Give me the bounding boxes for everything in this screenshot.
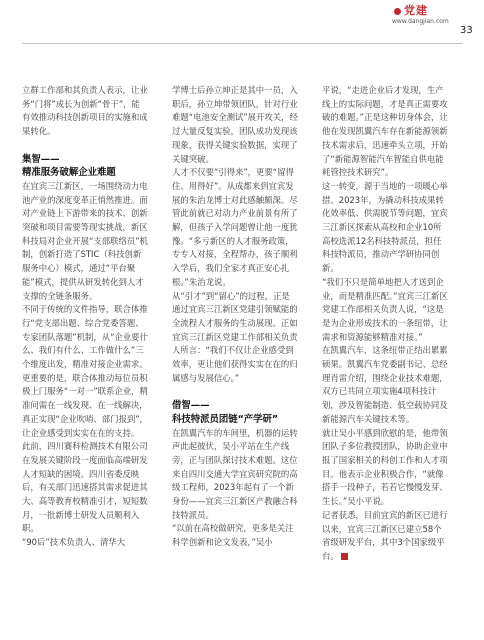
spacer bbox=[22, 139, 148, 153]
paragraph: “以前在高校做研究，更多是关注科学创新和论文发表，”吴小 bbox=[172, 523, 294, 548]
paragraph: 此前，四川赛科检测技术有限公司在发展关键阶段一度面临高端研发人才短缺的困境。四川省委反映后，有关部门迅速搭其需求促进其大、高等教育校精准引才，短短数月，一批新博士研发人员顺利入职。 bbox=[22, 441, 148, 534]
logo-emblem-icon bbox=[394, 8, 401, 15]
section-subheading: 科技特派员团链“产学研” bbox=[172, 413, 279, 425]
article-column-2 bbox=[172, 84, 298, 550]
paragraph: 学博士后孙立坤正是其中一员，入职后，孙立坤带领团队，针对行业难题“电池安全测试”展开攻关，经过大量反复实验，团队成功发现该现象，获得关键实验数据，实现了关键突破。 bbox=[172, 85, 298, 164]
paragraph: 在宜宾三江新区，一场围绕动力电池产业的深度变革正悄然推进。面对产业链上下游带来的技术、创新突破和项目需要等现实挑战，新区科技局对企业开展“支部联络员”机制，创新打造了STIC（科技创新服务中心）模式，通过“平台聚能”模式，提供从研发转化到人才支撑的全链条服务。 bbox=[22, 180, 148, 301]
article-end-mark-icon bbox=[341, 553, 348, 560]
article-column-1 bbox=[22, 84, 148, 550]
paragraph: 这一转变，源于当地的一项暖心举措。2023年，为撬动科技成果转化效率低、供需脱节等问题，宜宾三江新区探索从高校和企业10所高校选派12名科技特派员，担任科技特派员，推动产学研协同创新。 bbox=[322, 180, 448, 274]
paragraph: 平说，“走进企业后才发现，生产线上的实际问题，才是真正需要攻破的难题。”正是这种切身体会，让他在发现凯翼汽车存在新能源领新技术需求后，迅速牵头立项，开始了“新能源智能汽车智能自供电能耗管控技术研究”。 bbox=[322, 85, 448, 178]
header-rule bbox=[22, 43, 462, 44]
paragraph: 从“引才”到“留心”的过程，正是通过宜宾三江新区党建引领赋能的全流程人才服务的生动展现。正如宜宾三江新区党建工作部相关负责人所言：“我们不仅让企业感受到效率，更让他们获得实实在在的归属感与发展信心。” bbox=[172, 290, 298, 383]
paragraph: 不同于传统的文件指导，联合体推行“党支部出题、综合党委答题、专家团队落题”机制，从“企业要什么、我们有什么、工作做什么”三个维度出发，精准对接企业需求。更重要的是，联合体推动每位员积极上门服务“一对一”联系企业，精准问需在一线发现、在一线解决，真正实现“企业吹哨、部门报到”，让企业感受到实实在在的支持。 bbox=[22, 304, 148, 438]
magazine-logo bbox=[394, 2, 428, 18]
paragraph: 立群工作部和其负责人表示，让业务“门将”成长为创新“骨干”，能有效推动科技创新项目的实施和成果转化。 bbox=[22, 85, 148, 137]
page-number: 33 bbox=[460, 25, 473, 36]
section-heading: 借智—— bbox=[172, 400, 210, 412]
section-subheading: 精准服务破解企业难题 bbox=[22, 167, 116, 179]
paragraph: 在凯翼汽车的车间里，机器的运转声此起彼伏，吴小平站在生产线旁，正与团队探讨技术难题。这位来自四川交通大学宜宾研究院的高级工程师，2023年起有了一个新身份——宜宾三江新区产教融合科技特派员。 bbox=[172, 427, 298, 520]
article-column-3 bbox=[322, 84, 448, 564]
logo-text: 党建 bbox=[404, 4, 428, 17]
paragraph: “我们不只是简单地把人才送到企业，而是精准匹配。”宜宾三江新区党建工作部相关负责人说，“这是是为企业形成技术的一条纽带，让需求和资源能够精准对接。” bbox=[322, 276, 448, 342]
paragraph-text: 记者获悉，目前宜宾的新区已进行以来，宜宾三江新区已建立58个省级研发平台，其中3个国家级平台。 bbox=[322, 509, 448, 561]
paragraph: 人才不仅要“引得来”，更要“留得住、用得好”。从成都来到宜宾发展的朱治龙博士对此感触颇深。尽管此前就已对动力产业前景有所了解，但孩子入学问题曾让他一度犹豫。“多亏新区的人才服务政策，专专人对接，全程帮办，孩子顺利入学后，我们全家才真正安心扎根。”朱治龙说。 bbox=[172, 167, 298, 287]
paragraph: 就让吴小平感到欣慰的是，他带领团队子多位教授团队，协助企业申报了国家相关的科创工作和人才项目。他表示企业积极合作，“就像搭手一段种子，若若它慢慢发芽、生长。”吴小平说。 bbox=[322, 427, 448, 507]
section-heading: 集智—— bbox=[22, 153, 60, 165]
site-url: www.dangjian.com bbox=[392, 18, 449, 25]
page-header bbox=[0, 0, 484, 52]
paragraph: “90后”技术负责人、清华大 bbox=[22, 537, 126, 548]
spacer bbox=[172, 385, 298, 399]
paragraph-last bbox=[322, 509, 448, 564]
paragraph: 在凯翼汽车，这条纽带正结出累累硕果。凯翼汽车党委副书记、总经理肖雷介绍，围绕企业技术难题，双方已共同立项实施4项科技计划，涉及智能制造、低空载协同及新能源汽车关键技术等。 bbox=[322, 345, 448, 424]
